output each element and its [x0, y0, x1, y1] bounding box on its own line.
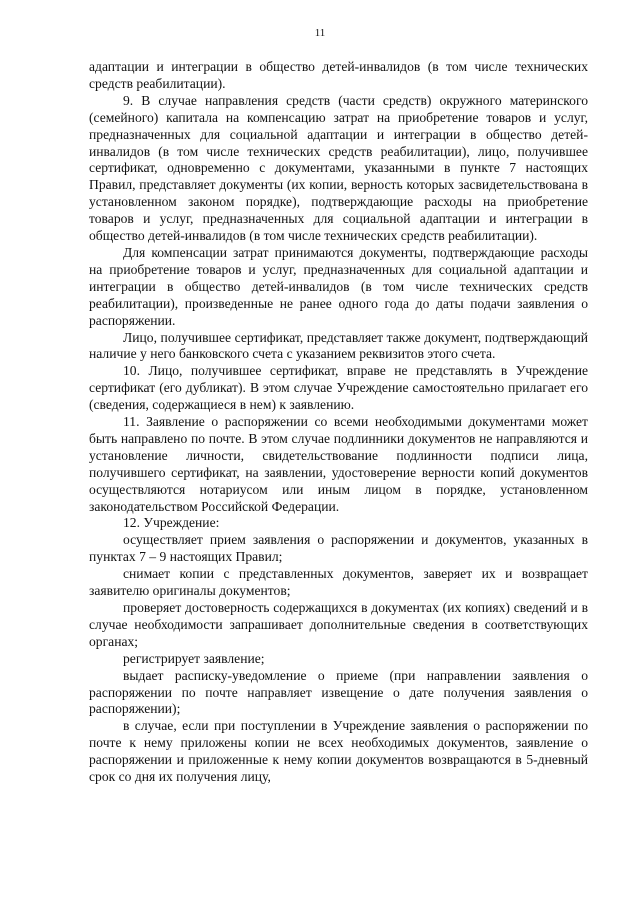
paragraph-item-11: 11. Заявление о распоряжении со всеми необходимыми документами может быть направлено по почте. В этом случае подлинники документов не направляются и установление личности, свидетельствование подлинности подписи лица, получившего сертификат, на заявлении, удостоверение верности копий документов осуществляются нотариусом или иным лицом в порядке, установленном законодательством Российской Федерации.: [89, 414, 588, 514]
paragraph-item-10: 10. Лицо, получившее сертификат, вправе не представлять в Учреждение сертификат (его дубликат). В этом случае Учреждение самостоятельно прилагает его (сведения, содержащиеся в нем) к заявлению.: [89, 363, 588, 413]
paragraph-item-12-registers: регистрирует заявление;: [123, 650, 265, 666]
page-number: 11: [314, 27, 326, 39]
paragraph-item-12-heading: 12. Учреждение:: [123, 515, 220, 531]
paragraph-item-12-accepts: осуществляет прием заявления о распоряжении и документов, указанных в пунктах 7 – 9 настоящих Правил;: [89, 532, 588, 565]
paragraph-compensation-documents: Для компенсации затрат принимаются документы, подтверждающие расходы на приобретение товаров и услуг, предназначенных для социальной адаптации и интеграции в общество детей-инвалидов (в том числе технических средств реабилитации), произведенные не ранее одного года до даты подачи заявления о распоряжении.: [89, 244, 588, 328]
document-body: [89, 59, 588, 786]
paragraph-item-12-return: в случае, если при поступлении в Учреждение заявления о распоряжении по почте к нему приложены копии не всех необходимых документов, заявление о распоряжении и приложенные к нему копии документов возвращаются в 5-дневный срок со дня их получения лицу,: [89, 718, 588, 785]
paragraph-continuation: адаптации и интеграции в общество детей-инвалидов (в том числе технических средств реабилитации).: [89, 59, 588, 91]
paragraph-item-12-receipt: выдает расписку-уведомление о приеме (при направлении заявления о распоряжении по почте направляет извещение о дате получения заявления о распоряжении);: [89, 667, 588, 717]
paragraph-bank-account: Лицо, получившее сертификат, представляет также документ, подтверждающий наличие у него банковского счета с указанием реквизитов этого счета.: [89, 329, 588, 362]
paragraph-item-12-verifies: проверяет достоверность содержащихся в документах (их копиях) сведений и в случае необходимости запрашивает дополнительные сведения в соответствующих органах;: [89, 600, 588, 649]
paragraph-item-12-copies: снимает копии с представленных документов, заверяет их и возвращает заявителю оригиналы документов;: [89, 566, 588, 599]
paragraph-item-9: 9. В случае направления средств (части средств) окружного материнского (семейного) капитала на компенсацию затрат на приобретение товаров и услуг, предназначенных для социальной адаптации и интеграции в общество детей-инвалидов (в том числе технических средств реабилитации), лицо, получившее сертификат, одновременно с документами, указанными в пункте 7 настоящих Правил, представляет документы (их копии, верность которых засвидетельствована в установленном законом порядке), подтверждающие расходы на приобретение товаров и услуг, предназначенных для социальной адаптации и интеграции в общество детей-инвалидов (в том числе технических средств реабилитации).: [89, 92, 588, 244]
